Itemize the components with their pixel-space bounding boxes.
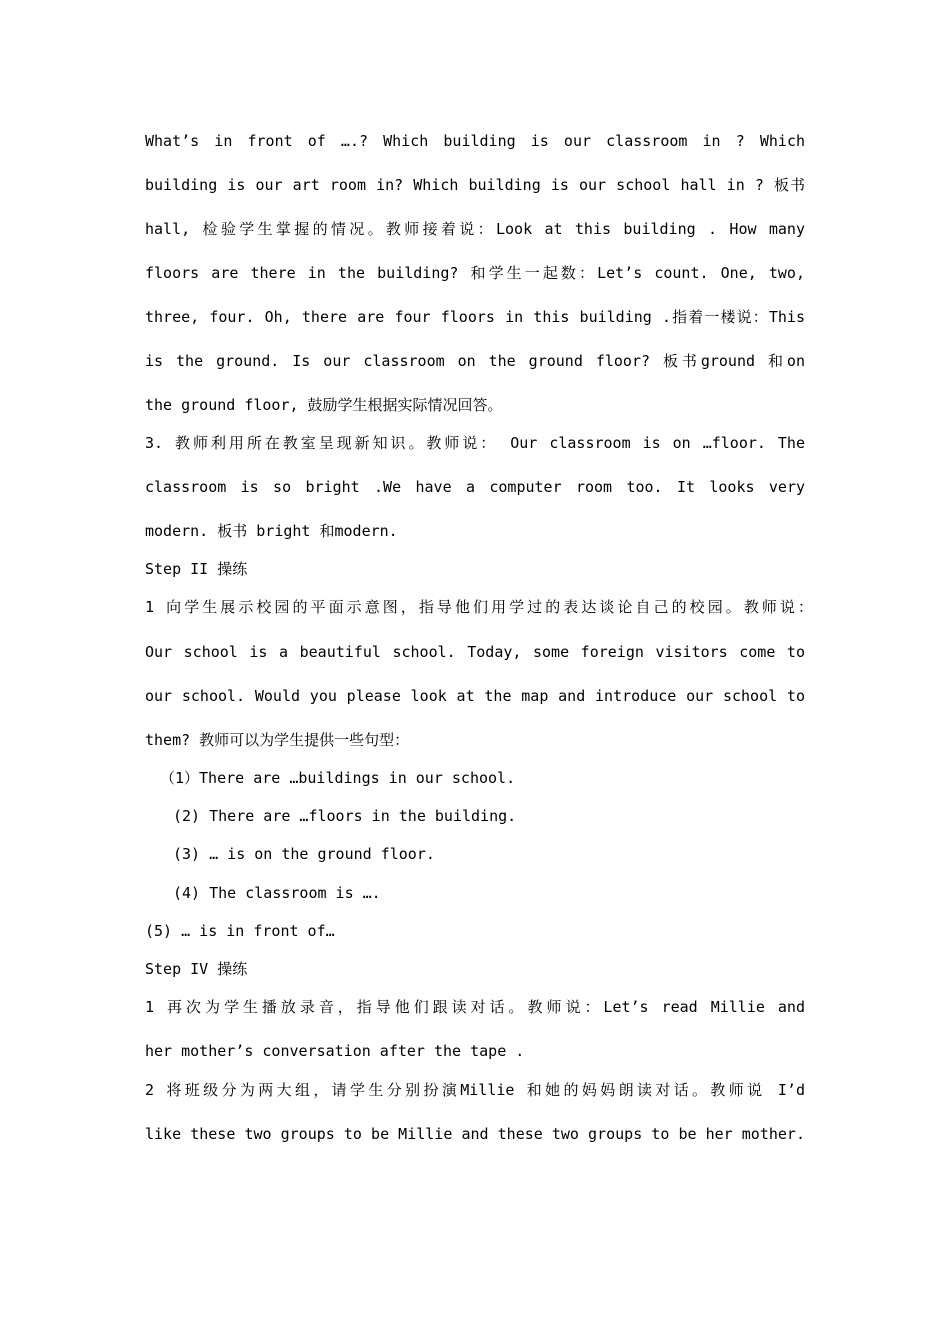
text-line: the ground floor, 鼓励学生根据实际情况回答。	[145, 396, 503, 414]
text-line: floors are there in the building? 和学生一起数：Let’s count. One, two,	[145, 264, 805, 282]
text-line: building is our art room in? Which building is our school hall in ? 板书	[145, 176, 805, 194]
text-line: Our school is a beautiful school. Today, some foreign visitors come to	[145, 643, 805, 661]
text-line: is the ground. Is our classroom on the ground floor? 板书ground 和on	[145, 352, 805, 370]
sentence-pattern: (2) There are …floors in the building.	[173, 807, 517, 825]
text-line: them? 教师可以为学生提供一些句型：	[145, 731, 410, 749]
section-heading: Step IV 操练	[145, 960, 248, 978]
text-line: hall, 检验学生掌握的情况。教师接着说：Look at this building . How many	[145, 220, 805, 238]
text-line: 2 将班级分为两大组，请学生分别扮演Millie 和她的妈妈朗读对话。教师说 I’d	[145, 1081, 805, 1099]
text-line: classroom is so bright .We have a computer room too. It looks very	[145, 478, 805, 496]
sentence-pattern: (3) … is on the ground floor.	[173, 845, 435, 863]
sentence-pattern: (5) … is in front of…	[145, 922, 335, 940]
text-line: three, four. Oh, there are four floors in this building .指着一楼说：This	[145, 308, 805, 326]
sentence-pattern: （1）There are …buildings in our school.	[160, 769, 516, 787]
section-heading: Step II 操练	[145, 560, 248, 578]
text-line: What’s in front of ….? Which building is our classroom in ? Which	[145, 132, 805, 150]
text-line: like these two groups to be Millie and these two groups to be her mother.	[145, 1125, 805, 1143]
text-line: 3. 教师利用所在教室呈现新知识。教师说： Our classroom is on …floor. The	[145, 434, 805, 452]
sentence-pattern: (4) The classroom is ….	[173, 884, 381, 902]
text-line: 1 向学生展示校园的平面示意图，指导他们用学过的表达谈论自己的校园。教师说：	[145, 598, 813, 616]
text-line: our school. Would you please look at the map and introduce our school to	[145, 687, 805, 705]
text-line: 1 再次为学生播放录音，指导他们跟读对话。教师说：Let’s read Millie and	[145, 998, 805, 1016]
text-line: her mother’s conversation after the tape .	[145, 1042, 525, 1060]
text-line: modern. 板书 bright 和modern.	[145, 522, 398, 540]
